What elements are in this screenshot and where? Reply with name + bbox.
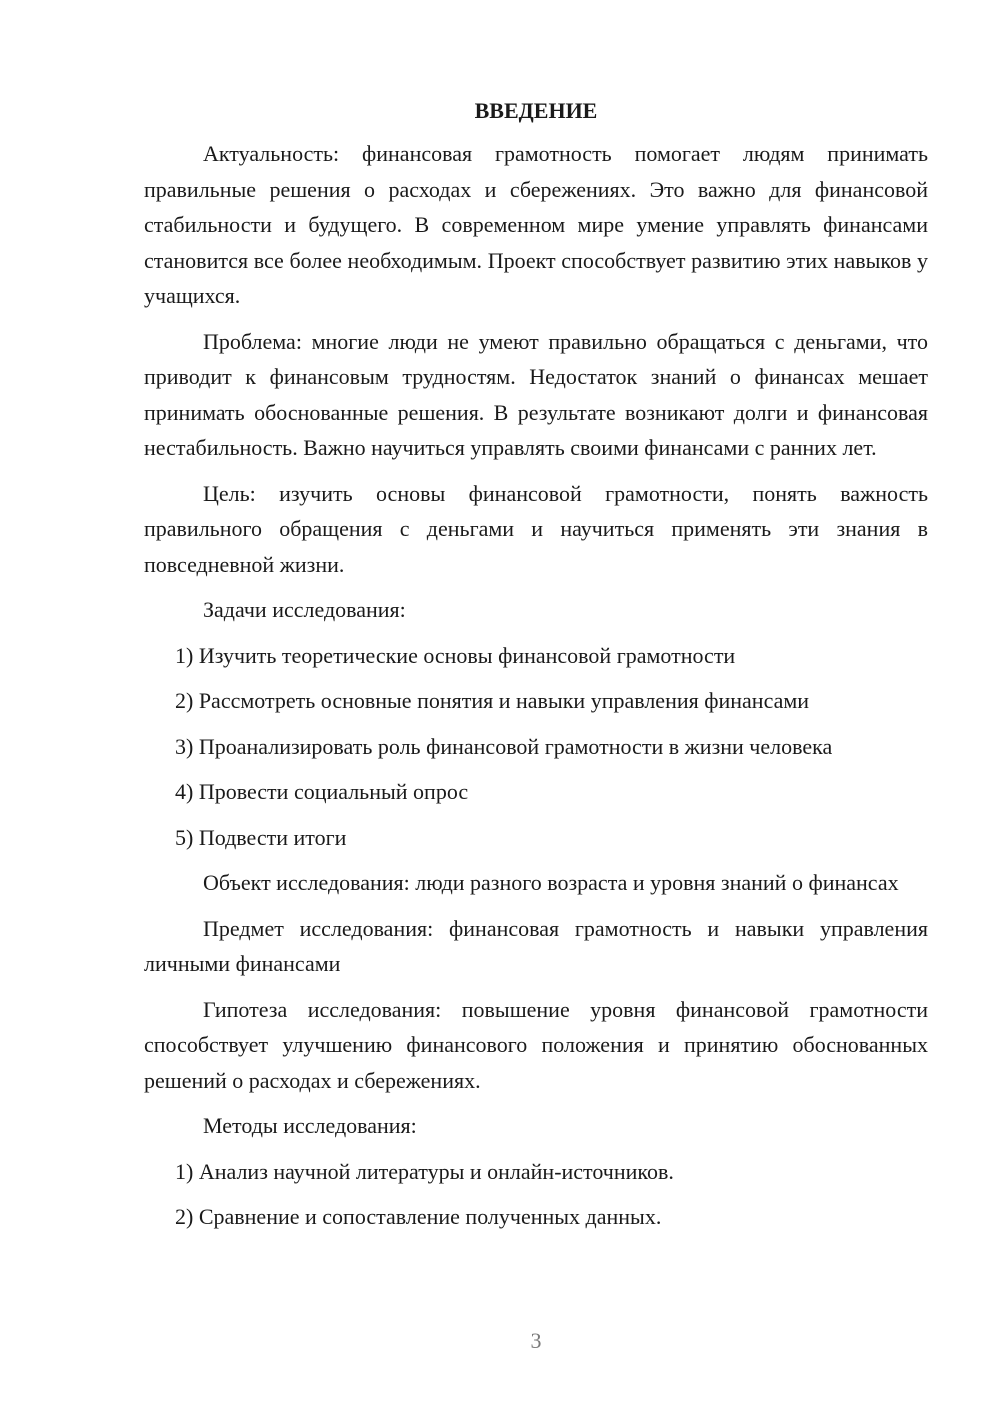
list-item: 1) Анализ научной литературы и онлайн-источников. [175, 1158, 674, 1184]
subject-paragraph: Предмет исследования: финансовая грамотность и навыки управления личными финансами [144, 915, 928, 976]
document-page [144, 96, 928, 1245]
section-title: ВВЕДЕНИЕ [474, 98, 598, 123]
list-item: 4) Провести социальный опрос [175, 779, 469, 804]
list-item: 2) Сравнение и сопоставление полученных данных. [175, 1204, 662, 1229]
list-item: 3) Проанализировать роль финансовой грамотности в жизни человека [175, 733, 833, 759]
methods-heading: Методы исследования: [203, 1113, 417, 1138]
list-item: 5) Подвести итоги [175, 824, 347, 850]
page-number: 3 [530, 1328, 542, 1353]
hypothesis-paragraph: Гипотеза исследования: повышение уровня финансовой грамотности способствует улучшению финансового положения и принятию обоснованных решений о расходах и сбережениях. [144, 996, 928, 1093]
goal-paragraph: Цель: изучить основы финансовой грамотности, понять важность правильного обращения с деньгами и научиться применять эти знания в повседневной жизни. [144, 480, 928, 577]
list-item: 1) Изучить теоретические основы финансовой грамотности [175, 642, 736, 668]
relevance-paragraph: Актуальность: финансовая грамотность помогает людям принимать правильные решения о расходах и сбережениях. Это важно для финансовой стабильности и будущего. В современном мире умение управлять финансами становится все более необходимым. Проект способствует развитию этих навыков у учащихся. [144, 141, 928, 308]
tasks-heading: Задачи исследования: [203, 597, 406, 622]
methods-list [144, 1154, 928, 1235]
problem-paragraph: Проблема: многие люди не умеют правильно обращаться с деньгами, что приводит к финансовым трудностям. Недостаток знаний о финансах мешает принимать обоснованные решения. В результате возникают долги и финансовая нестабильность. Важно научиться управлять своими финансами с ранних лет. [144, 328, 928, 460]
list-item: 2) Рассмотреть основные понятия и навыки управления финансами [175, 688, 810, 713]
object-paragraph: Объект исследования: люди разного возраста и уровня знаний о финансах [203, 870, 899, 895]
tasks-list [144, 638, 928, 856]
